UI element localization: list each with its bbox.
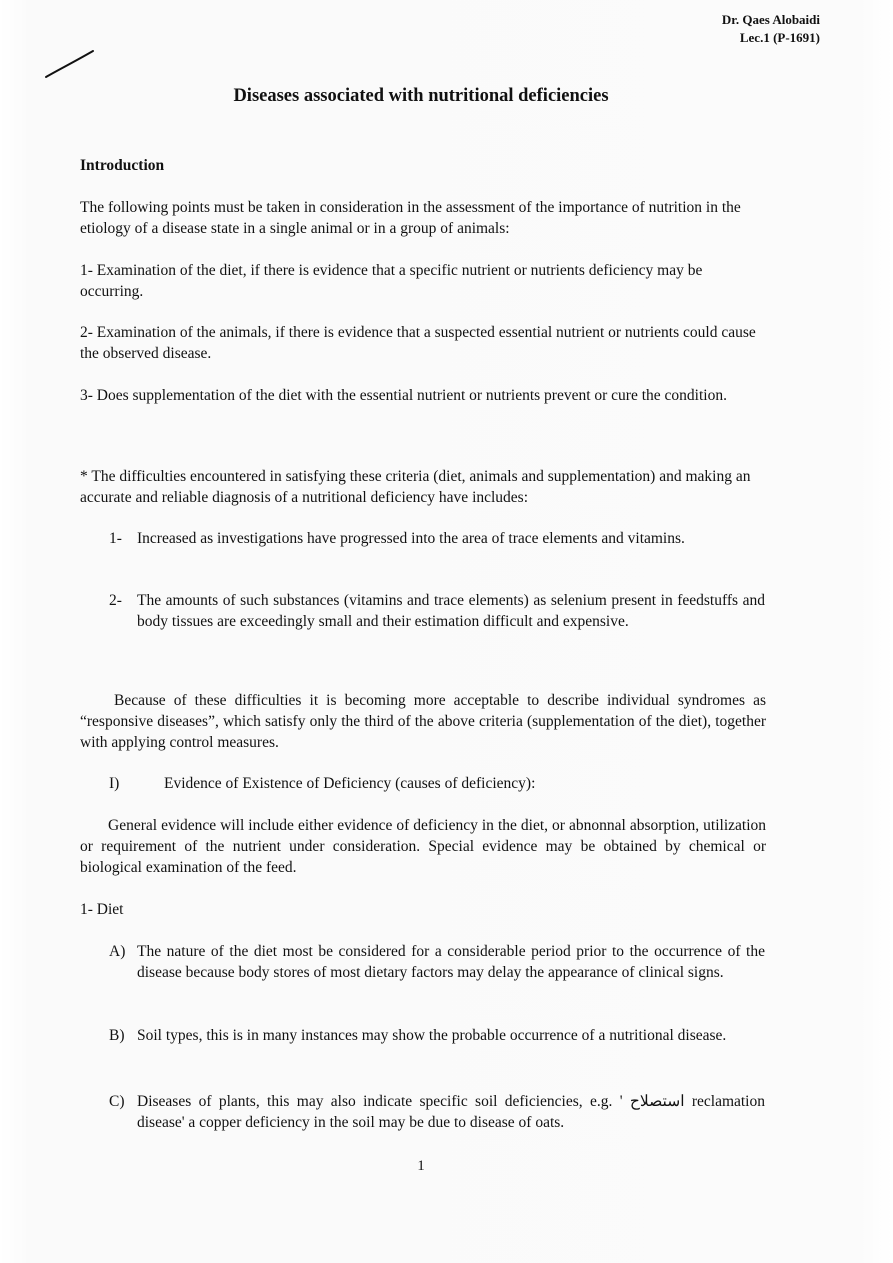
difficulty-item-number: 2- — [109, 592, 122, 609]
diet-item-text: Soil types, this is in many instances may show the probable occurrence of a nutritional disease. — [137, 1027, 727, 1044]
criteria-point-1: 1- Examination of the diet, if there is evidence that a specific nutrient or nutrients deficiency may be occurring. — [80, 262, 703, 300]
difficulty-item-2 — [109, 590, 765, 632]
section-one-paragraph: General evidence will include either evidence of deficiency in the diet, or abnonnal absorption, utilization or requirement of the nutrient under consideration. Special evidence may be obtained by chemical or biological examination of the feed. — [80, 817, 766, 876]
criteria-point-2: 2- Examination of the animals, if there is evidence that a suspected essential nutrient or nutrients could cause the observed disease. — [80, 324, 756, 362]
difficulty-item-number: 1- — [109, 530, 122, 547]
author-name: Dr. Qaes Alobaidi — [721, 12, 820, 27]
page-number: 1 — [417, 1158, 425, 1174]
criteria-point-3: 3- Does supplementation of the diet with the essential nutrient or nutrients prevent or cure the condition. — [80, 387, 727, 404]
diet-item-c — [109, 1091, 765, 1133]
section-one-number: I) — [109, 775, 120, 792]
difficulty-item-text: The amounts of such substances (vitamins and trace elements) as selenium present in feedstuffs and body tissues are exceedingly small and their estimation difficult and expensive. — [137, 592, 765, 630]
diet-item-b — [109, 1025, 765, 1046]
diet-item-text: Diseases of plants, this may also indicate specific soil deficiencies, e.g. ' استصلاح reclamation disease' a copper deficiency in the soil may be due to disease of oats. — [137, 1093, 765, 1131]
diet-item-letter: C) — [109, 1093, 125, 1110]
section-one-title: Evidence of Existence of Deficiency (causes of deficiency): — [164, 775, 536, 792]
lecture-code: Lec.1 (P-1691) — [739, 30, 820, 45]
because-paragraph: Because of these difficulties it is becoming more acceptable to describe individual syndromes as “responsive diseases”, which satisfy only the third of the above criteria (supplementation of the diet), together with applying control measures. — [80, 692, 766, 751]
difficulties-lead: * The difficulties encountered in satisfying these criteria (diet, animals and supplementation) and making an accurate and reliable diagnosis of a nutritional deficiency have includes: — [80, 468, 751, 506]
introduction-lead: The following points must be taken in consideration in the assessment of the importance of nutrition in the etiology of a disease state in a single animal or in a group of animals: — [80, 199, 741, 237]
difficulty-item-1 — [109, 528, 765, 549]
diet-item-letter: B) — [109, 1027, 125, 1044]
difficulty-item-text: Increased as investigations have progressed into the area of trace elements and vitamins. — [137, 530, 685, 547]
diet-item-text: The nature of the diet most be considered for a considerable period prior to the occurrence of the disease because body stores of most dietary factors may delay the appearance of clinical signs. — [137, 943, 765, 981]
diet-item-letter: A) — [109, 943, 126, 960]
diet-item-a — [109, 941, 765, 983]
diet-heading: 1- Diet — [80, 901, 124, 918]
section-one-heading — [109, 773, 765, 794]
introduction-heading: Introduction — [80, 157, 165, 174]
author-header — [722, 11, 820, 47]
pen-stroke-mark — [44, 48, 96, 80]
page-title: Diseases associated with nutritional deficiencies — [233, 86, 609, 106]
